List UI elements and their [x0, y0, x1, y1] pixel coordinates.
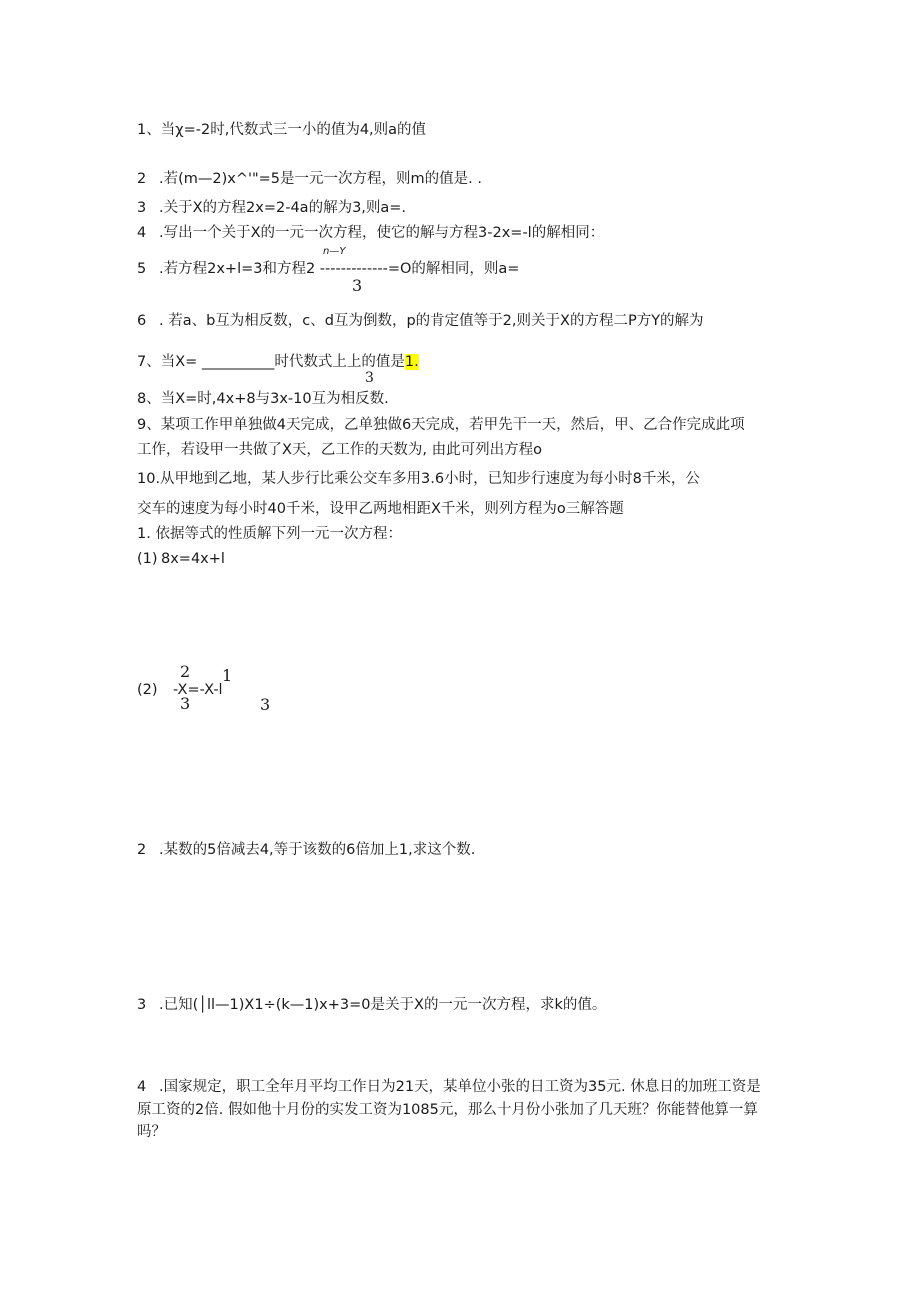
problem-text: .已知(│ll—1)X1÷(k—1)x+3=0是关于X的一元一次方程，求k的值。 — [159, 997, 607, 1013]
question-number: 5 — [137, 261, 147, 277]
problem-text: .某数的5倍减去4,等于该数的6倍加上1,求这个数. — [159, 842, 476, 858]
part-label: (2) — [137, 682, 158, 698]
fraction-denominator-1: 3 — [180, 694, 191, 713]
question-9-line-1: 9、某项工作甲单独做4天完成，乙单独做6天完成，若甲先干一天，然后，甲、乙合作完成此项 — [137, 417, 745, 433]
problem-2 — [137, 840, 475, 860]
question-6 — [137, 311, 704, 331]
question-text: .若方程2x+l=3和方程2 -------------=O的解相同，则a= — [159, 261, 520, 277]
question-number: 3 — [137, 200, 147, 216]
question-1: 1、当χ=-2时,代数式三一小的值为4,则a的值 — [137, 122, 427, 138]
equation: -X=-X-l — [173, 682, 223, 698]
question-number: 6 — [137, 313, 147, 329]
problem-number: 3 — [137, 997, 147, 1013]
question-10-line-1: 10.从甲地到乙地，某人步行比乘公交车多用3.6小时，已知步行速度为每小时8千米，公 — [137, 471, 700, 487]
fraction-denominator-2: 3 — [260, 695, 271, 714]
question-7-denominator: 3 — [365, 370, 374, 386]
fraction-numerator-1: 2 — [180, 662, 191, 681]
question-text: 7、当X= __________时代数式上上的值是 — [137, 354, 405, 370]
problem-number: 4 — [137, 1079, 147, 1095]
question-text: .写出一个关于X的一元一次方程，使它的解与方程3-2x=-l的解相同： — [159, 225, 605, 241]
question-5-denominator: 3 — [352, 276, 363, 295]
problem-1-prompt: 1. 依据等式的性质解下列一元一次方程： — [137, 526, 402, 542]
problem-4-line-1 — [137, 1077, 761, 1097]
question-10-line-2: 交车的速度为每小时40千米，设甲乙两地相距X千米，则列方程为o三解答题 — [137, 501, 624, 517]
problem-4-line-2: 原工资的2倍. 假如他十月份的实发工资为1085元，那么十月份小张加了几天班？你能替他算一算 — [137, 1102, 758, 1118]
question-3 — [137, 198, 406, 218]
problem-3 — [137, 995, 606, 1015]
question-text: .关于X的方程2x=2-4a的解为3,则a=. — [159, 200, 407, 216]
part-label: (1) — [137, 551, 158, 567]
question-text: .若(m—2)x^'"=5是一元一次方程，则m的值是. . — [159, 171, 482, 187]
problem-1-part-1 — [137, 549, 225, 569]
question-number: 2 — [137, 171, 147, 187]
question-4 — [137, 223, 604, 243]
question-text: . 若a、b互为相反数，c、d互为倒数，p的肯定值等于2,则关于X的方程二P方Y的解为 — [159, 313, 704, 329]
problem-text: .国家规定，职工全年月平均工作日为21天，某单位小张的日工资为35元. 休息日的加班工资是 — [159, 1079, 761, 1095]
problem-4-line-3: 吗？ — [137, 1124, 166, 1140]
question-number: 4 — [137, 225, 147, 241]
question-5 — [137, 259, 519, 279]
question-8: 8、当X=时,4x+8与3x-10互为相反数. — [137, 391, 389, 407]
question-2 — [137, 169, 482, 189]
problem-number: 2 — [137, 842, 147, 858]
question-9-line-2: 工作，若设甲一共做了X天，乙工作的天数为, 由此可列出方程o — [137, 442, 543, 458]
question-5-numerator: n—Y — [323, 246, 346, 257]
highlighted-answer: 1. — [404, 354, 419, 370]
equation: 8x=4x+l — [161, 551, 225, 567]
fraction-numerator-2: 1 — [222, 666, 233, 685]
question-7 — [137, 352, 419, 372]
